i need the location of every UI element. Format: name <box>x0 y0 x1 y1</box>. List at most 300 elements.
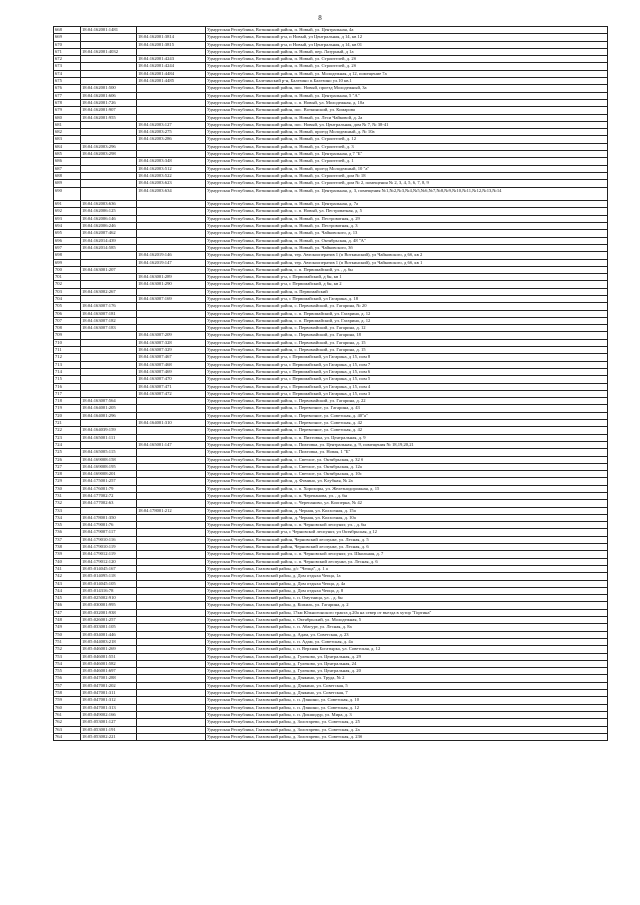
address-cell: Удмуртская Республика, Воткинский р-н, с Первомайский, д 6н, кв 1 <box>206 274 608 281</box>
row-number-cell: 719 <box>54 405 81 412</box>
table-row <box>54 281 608 288</box>
cadastral-number-cell: 18:04:169008:195 <box>81 463 137 470</box>
row-number-cell: 717 <box>54 390 81 397</box>
row-number-cell: 745 <box>54 595 81 602</box>
address-cell: Удмуртская Республика, Воткинский р-н, с Первомайский, ул Гагарина, д 15, пом 3 <box>206 390 608 397</box>
premises-cadastral-number-cell: 18:04:162001:4484 <box>137 70 206 77</box>
table-row <box>54 690 608 697</box>
table-row <box>54 478 608 485</box>
table-row <box>54 303 608 310</box>
cadastral-number-cell: 18:05:053001:127 <box>81 719 137 726</box>
address-cell: Удмуртская Республика, Воткинский район, с. Перевозное, ул. Советская, д. 40"а" <box>206 412 608 419</box>
premises-cadastral-number-cell <box>137 151 206 158</box>
row-number-cell: 751 <box>54 638 81 645</box>
address-cell: Удмуртская Республика, Воткинский район, п. Новый, ул. Центральная, 4а <box>206 27 608 34</box>
cadastral-number-cell: 18:04:175001:257 <box>81 478 137 485</box>
cadastral-number-cell <box>81 361 137 368</box>
address-cell: Удмуртская Республика, Воткинский район, с. Перевозное, ул. Советская, д. 42 <box>206 420 608 427</box>
table-row <box>54 158 608 165</box>
table-row <box>54 230 608 237</box>
row-number-cell: 673 <box>54 63 81 70</box>
row-number-cell: 679 <box>54 107 81 114</box>
table-row <box>54 580 608 587</box>
row-number-cell: 681 <box>54 121 81 128</box>
cadastral-number-cell <box>81 383 137 390</box>
premises-cadastral-number-cell: 18:04:162003:634 <box>137 187 206 201</box>
premises-cadastral-number-cell <box>137 215 206 222</box>
row-number-cell: 741 <box>54 565 81 572</box>
address-cell: Удмуртская Республика, Воткинский район, с. Перевозное, ул. Советская, д. 42 <box>206 427 608 434</box>
premises-cadastral-number-cell <box>137 500 206 507</box>
address-cell: Удмуртская Республика, Воткинский район, с. п. Черновской леспункт, ул. Школьная, д. 7 <box>206 551 608 558</box>
table-row <box>54 522 608 529</box>
cadastral-number-cell: 18:05:014045:167 <box>81 565 137 572</box>
address-cell: Удмуртская Республика, Воткинский район, п. Новый, ул. Молодежная, д 12, помещение 7а <box>206 70 608 77</box>
premises-cadastral-number-cell <box>137 653 206 660</box>
cadastral-number-cell: 18:05:046001:269 <box>81 646 137 653</box>
table-row <box>54 587 608 594</box>
premises-cadastral-number-cell <box>137 114 206 121</box>
cadastral-number-cell: 18:04:162007:462 <box>81 230 137 237</box>
address-cell: Удмуртская Республика, Воткинский р-н, с Первомайский, ул Гагарина, д 15, пом 7 <box>206 361 608 368</box>
address-cell: Удмуртская Республика, Воткинский район, п. Новый, ул. Строителей, д. 12 <box>206 136 608 143</box>
row-number-cell: 721 <box>54 420 81 427</box>
table-row <box>54 107 608 114</box>
address-cell: Удмуртская Республика, Воткинский район, с. Первомайский, ул. Гагарина, д. 12 <box>206 325 608 332</box>
cadastral-number-cell <box>81 390 137 397</box>
row-number-cell: 682 <box>54 129 81 136</box>
address-cell: Удмуртская Республика, Воткинский район, с. Перевозное, ул. Гагарина, д. 43 <box>206 405 608 412</box>
address-cell: Удмуртская Республика, Воткинский район, с. п. Хорохоры, ул. Железнодорожная, д. 15 <box>206 485 608 492</box>
address-cell: Удмуртская Республика, Глазовский район, д. Гулеково, ул. Центральная, д. 29 <box>206 653 608 660</box>
row-number-cell: 704 <box>54 295 81 302</box>
table-row <box>54 638 608 645</box>
premises-cadastral-number-cell: 18:04:162001:4244 <box>137 63 206 70</box>
table-row <box>54 529 608 536</box>
row-number-cell: 700 <box>54 266 81 273</box>
address-cell: Удмуртская Республика, Воткинский р-н, п Новый, ул Центральная, д 14, кв 12 <box>206 34 608 41</box>
cadastral-number-cell <box>81 252 137 259</box>
address-cell: Удмуртская Республика, Воткинский район, п. Новый, ул. Центральная, д. 3, помещения №1,№2,№3,№4,№5,№6,№7,№8,№9,№10,№11,№12,№13,№14 <box>206 187 608 201</box>
row-number-cell: 672 <box>54 56 81 63</box>
cadastral-number-cell <box>81 63 137 70</box>
address-cell: Удмуртская Республика, Воткинский район, п. Новый, проезд Молодежный, д. № 10а <box>206 129 608 136</box>
cadastral-number-cell <box>81 78 137 85</box>
premises-cadastral-number-cell: 18:04:162003:348 <box>137 158 206 165</box>
table-row <box>54 573 608 580</box>
premises-cadastral-number-cell <box>137 675 206 682</box>
premises-cadastral-number-cell <box>137 704 206 711</box>
address-cell: Удмуртская Республика, Глазовский район, д. Золотарево, ул. Советская, д. 25 <box>206 719 608 726</box>
premises-cadastral-number-cell <box>137 529 206 536</box>
table-row <box>54 595 608 602</box>
address-cell: Удмуртская Республика, Глазовский район, д. Дом отдыха Чепца, 1а <box>206 573 608 580</box>
address-cell: Удмуртская Республика, Воткинский район, Черновский леспункт, ул. Лесная, д. 6 <box>206 544 608 551</box>
premises-cadastral-number-cell <box>137 456 206 463</box>
row-number-cell: 674 <box>54 70 81 77</box>
row-number-cell: 737 <box>54 536 81 543</box>
cadastral-number-cell: 18:05:047001:312 <box>81 697 137 704</box>
table-row <box>54 697 608 704</box>
row-number-cell: 709 <box>54 332 81 339</box>
cadastral-number-cell: 18:04:162001:4032 <box>81 48 137 55</box>
address-cell: Удмуртская Республика, Воткинский район, с. Первомайский, ул. Гагарина, № 20 <box>206 303 608 310</box>
table-row <box>54 412 608 419</box>
address-cell: Удмуртская Республика, Глазовский район, д. Дзякино, ул. Труда, № 2 <box>206 675 608 682</box>
table-row <box>54 565 608 572</box>
cadastral-number-cell <box>81 165 137 172</box>
address-cell: Удмуртская Республика, Воткинский район, с. п. Черепанова, ул. , д. 6н <box>206 493 608 500</box>
row-number-cell: 713 <box>54 361 81 368</box>
table-row <box>54 41 608 48</box>
row-number-cell: 731 <box>54 493 81 500</box>
address-cell: Удмуртская Республика, Воткинский район, с. Пихтовка, ул. Новая, 1 "Б" <box>206 449 608 456</box>
table-row <box>54 92 608 99</box>
table-row <box>54 143 608 150</box>
premises-cadastral-number-cell <box>137 595 206 602</box>
table-row <box>54 558 608 565</box>
row-number-cell: 746 <box>54 602 81 609</box>
address-cell: Удмуртская Республика, Глазовский район, с. п. Дзякино, ул. Советская, д. 10 <box>206 697 608 704</box>
address-cell: Удмуртская Республика, Воткинский район, д. Черная, ул. Колхозная, д. 10а <box>206 514 608 521</box>
row-number-cell: 683 <box>54 136 81 143</box>
table-row <box>54 471 608 478</box>
address-cell: Удмуртская Республика, Глазовский район, д. Дом отдыха Чепца, д. 8 <box>206 587 608 594</box>
row-number-cell: 724 <box>54 441 81 448</box>
premises-cadastral-number-cell <box>137 405 206 412</box>
row-number-cell: 705 <box>54 303 81 310</box>
table-row <box>54 682 608 689</box>
address-cell: Удмуртская Республика, Глазовский район, с. п. Докшидур, ул. Мира, д. 3 <box>206 711 608 718</box>
address-cell: Удмуртская Республика, Воткинский район, д. Черная, ул. Колхозная, д. 15а <box>206 507 608 514</box>
cadastral-number-cell: 18:05:014095:118 <box>81 573 137 580</box>
row-number-cell: 754 <box>54 660 81 667</box>
cadastral-number-cell: 18:04:162003:298 <box>81 151 137 158</box>
table-row <box>54 151 608 158</box>
row-number-cell: 685 <box>54 151 81 158</box>
table-row <box>54 368 608 375</box>
table-row <box>54 325 608 332</box>
premises-cadastral-number-cell: 18:04:163007:468 <box>137 361 206 368</box>
cadastral-number-cell: 18:04:177002:63 <box>81 500 137 507</box>
premises-cadastral-number-cell: 18:04:162001:3815 <box>137 41 206 48</box>
premises-cadastral-number-cell <box>137 660 206 667</box>
address-cell: Удмуртская Республика, Воткинский район, с. п. Первомайский, ул. Гагарина, д. 12 <box>206 317 608 324</box>
row-number-cell: 725 <box>54 449 81 456</box>
premises-cadastral-number-cell: 18:04:162003:286 <box>137 136 206 143</box>
cadastral-number-cell <box>81 56 137 63</box>
premises-cadastral-number-cell: 18:04:162001:4485 <box>137 78 206 85</box>
row-number-cell: 720 <box>54 412 81 419</box>
premises-cadastral-number-cell: 18:04:163007:209 <box>137 332 206 339</box>
premises-cadastral-number-cell: 18:04:163007:329 <box>137 347 206 354</box>
address-cell: Удмуртская Республика, Воткинский район, п. Новый, ул. Строителей, дом № 18 <box>206 172 608 179</box>
row-number-cell: 735 <box>54 522 81 529</box>
premises-cadastral-number-cell <box>137 565 206 572</box>
premises-cadastral-number-cell <box>137 631 206 638</box>
address-cell: Удмуртская Республика, Воткинский район, п. Новый, ул. Центральная, д. 7а <box>206 201 608 208</box>
table-row <box>54 668 608 675</box>
address-cell: Удмуртская Республика, Воткинский район, с. Пихтовка, ул. Центральная, д. 9, помещения № 18,19,20,21 <box>206 441 608 448</box>
premises-cadastral-number-cell <box>137 288 206 295</box>
premises-cadastral-number-cell <box>137 668 206 675</box>
table-row <box>54 215 608 222</box>
cadastral-number-cell: 18:04:163007:176 <box>81 303 137 310</box>
cadastral-number-cell: 18:05:047001:288 <box>81 675 137 682</box>
cadastral-number-cell <box>81 41 137 48</box>
cadastral-number-cell: 18:04:179010:116 <box>81 536 137 543</box>
cadastral-number-cell: 18:05:033001:105 <box>81 624 137 631</box>
row-number-cell: 764 <box>54 733 81 740</box>
table-row <box>54 252 608 259</box>
cadastral-number-cell <box>81 420 137 427</box>
cadastral-number-cell: 18:05:047001:202 <box>81 682 137 689</box>
cadastral-number-cell: 18:04:164001:296 <box>81 412 137 419</box>
table-row <box>54 361 608 368</box>
premises-cadastral-number-cell <box>137 551 206 558</box>
table-row <box>54 660 608 667</box>
address-cell: Удмуртская Республика, Воткинский район, п. Первомайский <box>206 288 608 295</box>
premises-cadastral-number-cell <box>137 449 206 456</box>
cadastral-number-cell: 18:04:178001:350 <box>81 514 137 521</box>
premises-cadastral-number-cell <box>137 230 206 237</box>
row-number-cell: 722 <box>54 427 81 434</box>
premises-cadastral-number-cell <box>137 48 206 55</box>
row-number-cell: 714 <box>54 368 81 375</box>
row-number-cell: 675 <box>54 78 81 85</box>
cadastral-number-cell <box>81 339 137 346</box>
premises-cadastral-number-cell: 18:04:162003:522 <box>137 172 206 179</box>
premises-cadastral-number-cell <box>137 544 206 551</box>
cadastral-number-cell: 18:04:162006:146 <box>81 215 137 222</box>
address-cell: Удмуртская Республика, Воткинский район, Черновский леспункт, ул. Лесная, д. 5 <box>206 536 608 543</box>
table-row <box>54 551 608 558</box>
address-cell: Удмуртская Республика, Балезинский р-н, Балезино п.Балезино ул.10 кв.1 <box>206 78 608 85</box>
row-number-cell: 669 <box>54 34 81 41</box>
table-row <box>54 180 608 187</box>
row-number-cell: 743 <box>54 580 81 587</box>
cadastral-number-cell: 18:04:177002:72 <box>81 493 137 500</box>
address-cell: Удмуртская Республика, Глазовский район, д. Кожиль, ул. Гагарина, д. 2 <box>206 602 608 609</box>
table-row <box>54 136 608 143</box>
row-number-cell: 689 <box>54 180 81 187</box>
table-row <box>54 653 608 660</box>
address-cell: Удмуртская Республика, Глазовский район, д. Дзякино, ул. Советская, 5 <box>206 682 608 689</box>
table-row <box>54 420 608 427</box>
premises-cadastral-number-cell <box>137 609 206 616</box>
premises-cadastral-number-cell: 18:04:162003:623 <box>137 180 206 187</box>
premises-cadastral-number-cell <box>137 522 206 529</box>
premises-cadastral-number-cell: 18:04:164001:310 <box>137 420 206 427</box>
table-row <box>54 347 608 354</box>
address-cell: Удмуртская Республика, Воткинский район, пос. Новый, ул. Центральная, дом № 7, № 38-41 <box>206 121 608 128</box>
cadastral-number-cell <box>81 354 137 361</box>
address-cell: Удмуртская Республика, Глазовский район, с. п. Адам, ул. Советская, д. 4а <box>206 638 608 645</box>
row-number-cell: 761 <box>54 711 81 718</box>
table-row <box>54 129 608 136</box>
address-cell: Удмуртская Республика, Воткинский район, п. Новый, ул. Пестроватная, д. 3 <box>206 223 608 230</box>
row-number-cell: 753 <box>54 653 81 660</box>
row-number-cell: 750 <box>54 631 81 638</box>
cadastral-number-cell: 18:04:179010:119 <box>81 544 137 551</box>
cadastral-number-cell <box>81 129 137 136</box>
table-row <box>54 187 608 201</box>
cadastral-number-cell <box>81 281 137 288</box>
premises-cadastral-number-cell: 18:04:165001:147 <box>137 441 206 448</box>
row-number-cell: 758 <box>54 690 81 697</box>
address-cell: Удмуртская Республика, Воткинский район, с. п. Новый, ул. Пестроватная, д. 5 <box>206 208 608 215</box>
table-row <box>54 675 608 682</box>
address-cell: Удмуртская Республика, Воткинский район, тер. Автокооператив 1 (п Воткинский), ул Чайковского, д 6б, кв 1 <box>206 259 608 266</box>
cadastral-number-cell <box>81 172 137 179</box>
table-row <box>54 56 608 63</box>
row-number-cell: 687 <box>54 165 81 172</box>
cadastral-number-cell <box>81 70 137 77</box>
address-cell: Удмуртская Республика, Воткинский р-н, с Первомайский, ул Гагарина, д 15, пом 8 <box>206 354 608 361</box>
table-row <box>54 383 608 390</box>
row-number-cell: 762 <box>54 719 81 726</box>
premises-cadastral-number-cell <box>137 646 206 653</box>
cadastral-number-cell: 18:04:162006:246 <box>81 223 137 230</box>
premises-cadastral-number-cell <box>137 638 206 645</box>
table-row <box>54 223 608 230</box>
address-cell: Удмуртская Республика, Воткинский район, с. Черепаново, ул. Кооперна, № 42 <box>206 500 608 507</box>
table-row <box>54 485 608 492</box>
premises-cadastral-number-cell <box>137 471 206 478</box>
address-cell: Удмуртская Республика, Воткинский р-н, с Первомайский, ул Гагарина, д 15, пом 6 <box>206 368 608 375</box>
premises-cadastral-number-cell: 18:04:163007:328 <box>137 339 206 346</box>
cadastral-number-cell: 18:04:162006:125 <box>81 208 137 215</box>
premises-cadastral-number-cell <box>137 317 206 324</box>
cadastral-number-cell <box>81 507 137 514</box>
table-row <box>54 63 608 70</box>
premises-cadastral-number-cell: 18:04:162001:4243 <box>137 56 206 63</box>
row-number-cell: 690 <box>54 187 81 201</box>
address-cell: Удмуртская Республика, Воткинский район, п. Новый, ул. Октябрьская, д. 48 "А" <box>206 237 608 244</box>
table-row <box>54 295 608 302</box>
address-cell: Удмуртская Республика, Воткинский район, с. п. Первомайский, ул. Гагарина, д. 12 <box>206 310 608 317</box>
table-row <box>54 602 608 609</box>
address-cell: Удмуртская Республика, Воткинский район, п. Новый, ул. Строителей, д. 2б <box>206 56 608 63</box>
row-number-cell: 703 <box>54 288 81 295</box>
row-number-cell: 710 <box>54 339 81 346</box>
cadastral-number-cell <box>81 187 137 201</box>
cadastral-number-cell: 18:04:162001:726 <box>81 99 137 106</box>
premises-cadastral-number-cell <box>137 617 206 624</box>
premises-cadastral-number-cell <box>137 514 206 521</box>
premises-cadastral-number-cell <box>137 310 206 317</box>
table-row <box>54 449 608 456</box>
premises-cadastral-number-cell <box>137 266 206 273</box>
table-row <box>54 99 608 106</box>
cadastral-number-cell: 18:05:014045:105 <box>81 580 137 587</box>
row-number-cell: 699 <box>54 259 81 266</box>
cadastral-number-cell: 18:05:014316:78 <box>81 587 137 594</box>
table-row <box>54 259 608 266</box>
cadastral-number-cell <box>81 368 137 375</box>
row-number-cell: 738 <box>54 544 81 551</box>
cadastral-number-cell: 18:04:163007:182 <box>81 317 137 324</box>
cadastral-number-cell: 18:04:163007:564 <box>81 398 137 405</box>
table-row <box>54 544 608 551</box>
row-number-cell: 763 <box>54 726 81 733</box>
cadastral-number-cell: 18:04:164001:205 <box>81 405 137 412</box>
address-cell: Удмуртская Республика, Воткинский район, с. Первомайский, ул. Гагарина, 18 <box>206 332 608 339</box>
premises-cadastral-number-cell: 18:04:162019:147 <box>137 259 206 266</box>
premises-cadastral-number-cell <box>137 85 206 92</box>
row-number-cell: 757 <box>54 682 81 689</box>
premises-cadastral-number-cell <box>137 463 206 470</box>
table-row <box>54 288 608 295</box>
address-cell: Удмуртская Республика, Глазовский район, д. Золотарево, ул. Советская, д. 2а <box>206 726 608 733</box>
row-number-cell: 756 <box>54 675 81 682</box>
table-row <box>54 332 608 339</box>
row-number-cell: 747 <box>54 609 81 616</box>
table-row <box>54 405 608 412</box>
address-cell: Удмуртская Республика, Воткинский район, п. Новый, ул. Чайковского, д. 13 <box>206 230 608 237</box>
address-cell: Удмуртская Республика, Воткинский район, п. Новый, ул. Строителей, дом № 2, помещения № 2, 3, 4, 5, 6, 7, 8, 9 <box>206 180 608 187</box>
address-cell: Удмуртская Республика, Воткинский район, д. Фомино, ул. Клубная, № 2а <box>206 478 608 485</box>
premises-cadastral-number-cell <box>137 485 206 492</box>
row-number-cell: 732 <box>54 500 81 507</box>
row-number-cell: 728 <box>54 471 81 478</box>
cadastral-number-cell: 18:04:162003:636 <box>81 201 137 208</box>
address-cell: Удмуртская Республика, Воткинский район, п. Новый, ул. Чайковского, 3б <box>206 244 608 251</box>
cadastral-number-cell: 18:04:163001:207 <box>81 266 137 273</box>
registry-table <box>53 26 608 741</box>
cadastral-number-cell <box>81 136 137 143</box>
table-row <box>54 237 608 244</box>
row-number-cell: 715 <box>54 376 81 383</box>
row-number-cell: 701 <box>54 274 81 281</box>
premises-cadastral-number-cell <box>137 558 206 565</box>
table-row <box>54 317 608 324</box>
table-row <box>54 390 608 397</box>
address-cell: Удмуртская Республика, Воткинский р-н, с Первомайский, д 6н, кв 2 <box>206 281 608 288</box>
premises-cadastral-number-cell <box>137 478 206 485</box>
cadastral-number-cell: 18:04:162014:439 <box>81 237 137 244</box>
premises-cadastral-number-cell: 18:04:163007:169 <box>137 295 206 302</box>
row-number-cell: 726 <box>54 456 81 463</box>
address-cell: Удмуртская Республика, Воткинский район, с. Первомайский, ул. Гагарина, д. 15 <box>206 347 608 354</box>
premises-cadastral-number-cell: 18:04:163007:469 <box>137 368 206 375</box>
address-cell: Удмуртская Республика, Воткинский район, с. п. Новый, ул. Молодежная, д. 10а <box>206 99 608 106</box>
row-number-cell: 676 <box>54 85 81 92</box>
row-number-cell: 760 <box>54 704 81 711</box>
address-cell: Удмуртская Республика, Воткинский район, с. п. Черновский леспункт, ул. Лесная, д. 6 <box>206 558 608 565</box>
address-cell: Удмуртская Республика, Воткинский район, тер. Автокооператив 1 (п Воткинский), ул Чайковского, д 6б, кв 2 <box>206 252 608 259</box>
table-row <box>54 624 608 631</box>
table-row <box>54 114 608 121</box>
address-cell: Удмуртская Республика, Воткинский район, с. Первомайский, ул. Гагарина, д. 15 <box>206 339 608 346</box>
cadastral-number-cell: 18:05:026001:257 <box>81 617 137 624</box>
table-row <box>54 376 608 383</box>
row-number-cell: 670 <box>54 41 81 48</box>
table-row <box>54 165 608 172</box>
premises-cadastral-number-cell <box>137 303 206 310</box>
cadastral-number-cell: 18:04:163007:183 <box>81 325 137 332</box>
row-number-cell: 697 <box>54 244 81 251</box>
cadastral-number-cell: 18:04:163002:267 <box>81 288 137 295</box>
table-row <box>54 266 608 273</box>
premises-cadastral-number-cell <box>137 237 206 244</box>
premises-cadastral-number-cell <box>137 244 206 251</box>
cadastral-number-cell <box>81 441 137 448</box>
table-row <box>54 493 608 500</box>
page-number: 8 <box>318 14 322 22</box>
row-number-cell: 707 <box>54 317 81 324</box>
table-row <box>54 172 608 179</box>
